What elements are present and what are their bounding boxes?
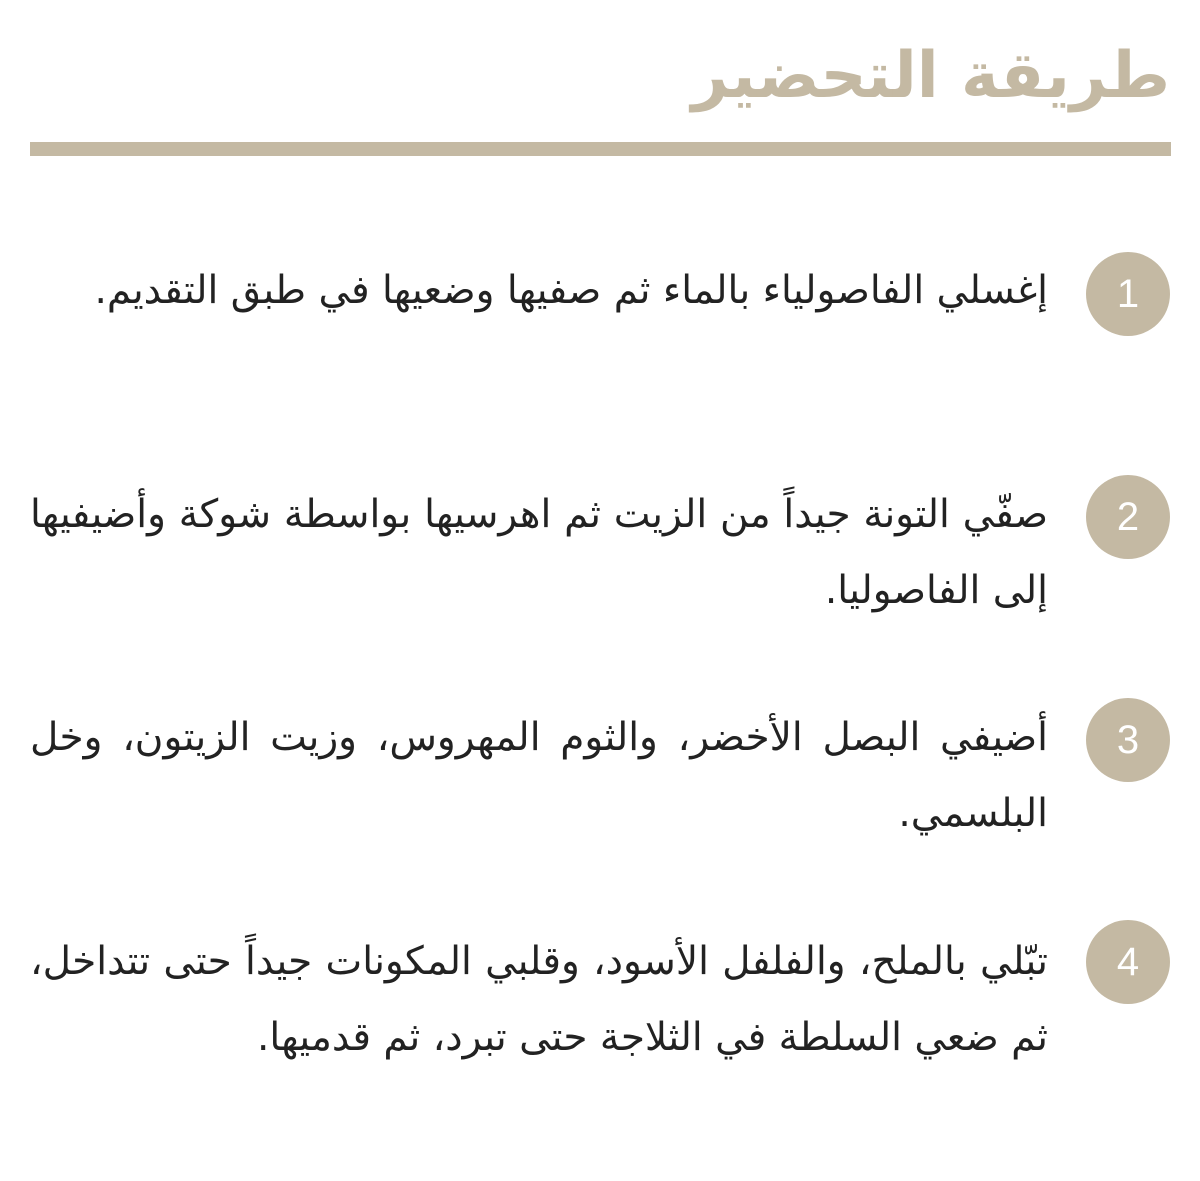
title-divider [30,142,1171,156]
step-number-badge: 2 [1086,475,1170,559]
step-number-badge: 1 [1086,252,1170,336]
step-number-badge: 3 [1086,698,1170,782]
step-text: تبّلي بالملح، والفلفل الأسود، وقلبي المكونات جيداً حتى تتداخل، ثم ضعي السلطة في الثلاجة حتى تبرد، ثم قدميها. [30,939,1048,1060]
page-title: طريقة التحضير [691,39,1170,113]
step-text: صفّي التونة جيداً من الزيت ثم اهرسيها بواسطة شوكة وأضيفيها إلى الفاصوليا. [30,492,1048,613]
step-text: إغسلي الفاصولياء بالماء ثم صفيها وضعيها في طبق التقديم. [94,268,1048,313]
step-number-badge: 4 [1086,920,1170,1004]
step-text: أضيفي البصل الأخضر، والثوم المهروس، وزيت الزيتون، وخل البلسمي. [30,715,1048,836]
